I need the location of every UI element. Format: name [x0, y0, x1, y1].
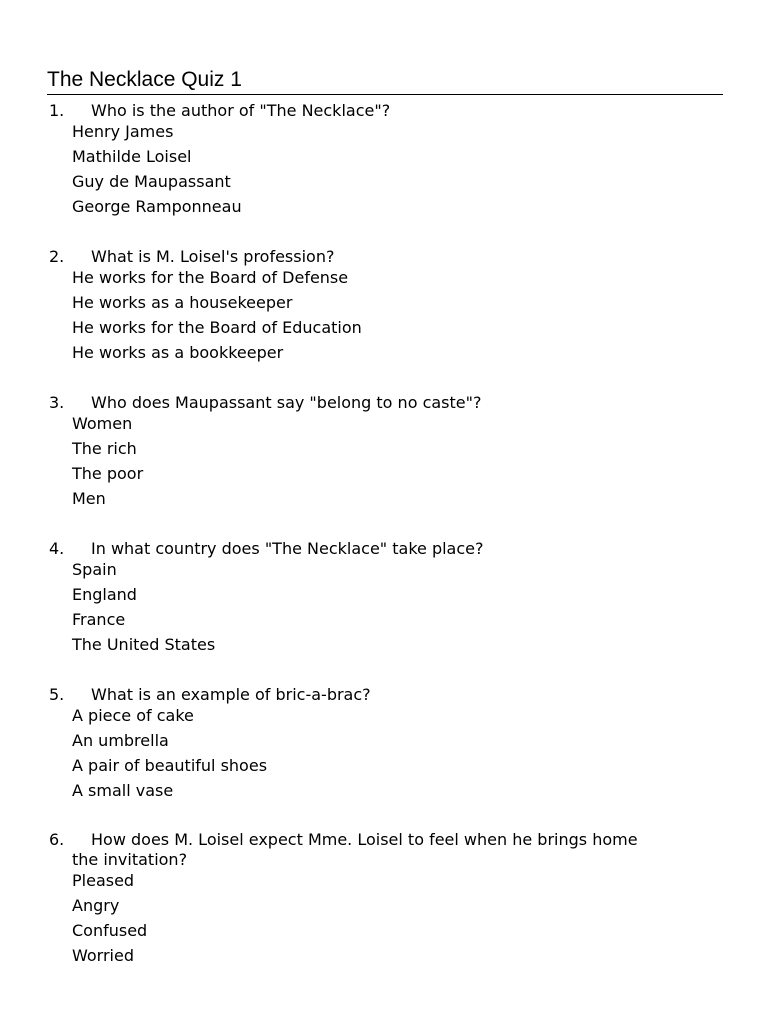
page-title: The Necklace Quiz 1	[47, 68, 242, 91]
question-number: 6.	[49, 830, 65, 849]
question-text: Who does Maupassant say "belong to no caste"?	[91, 393, 482, 412]
question-number: 1.	[49, 101, 65, 120]
answer-option: Spain	[72, 560, 117, 579]
answer-option: Henry James	[72, 122, 174, 141]
question-2	[49, 247, 729, 367]
answer-option: The rich	[72, 439, 137, 458]
question-text-continued: the invitation?	[72, 850, 188, 869]
question-number: 3.	[49, 393, 65, 412]
answer-option: An umbrella	[72, 731, 169, 750]
answer-option: France	[72, 610, 126, 629]
answer-option: Worried	[72, 946, 134, 965]
answer-option: A piece of cake	[72, 706, 194, 725]
answer-option: A small vase	[72, 781, 174, 800]
title-divider	[47, 94, 723, 95]
question-1	[49, 101, 729, 221]
question-text: Who is the author of "The Necklace"?	[91, 101, 391, 120]
answer-option: Men	[72, 489, 106, 508]
answer-option: The United States	[72, 635, 216, 654]
answer-option: A pair of beautiful shoes	[72, 756, 268, 775]
answer-option: Angry	[72, 896, 120, 915]
question-number: 4.	[49, 539, 65, 558]
answer-option: George Ramponneau	[72, 197, 242, 216]
answer-option: He works as a bookkeeper	[72, 343, 284, 362]
question-5	[49, 685, 729, 805]
question-text: What is M. Loisel's profession?	[91, 247, 335, 266]
question-6	[49, 830, 729, 970]
answer-option: He works for the Board of Defense	[72, 268, 349, 287]
answer-option: Guy de Maupassant	[72, 172, 231, 191]
answer-option: He works as a housekeeper	[72, 293, 293, 312]
question-text: What is an example of bric-a-brac?	[91, 685, 371, 704]
answer-list	[49, 413, 729, 513]
answer-list	[49, 267, 729, 367]
question-text: How does M. Loisel expect Mme. Loisel to feel when he brings home	[91, 830, 638, 849]
answer-list	[49, 559, 729, 659]
answer-option: Pleased	[72, 871, 135, 890]
answer-list	[49, 870, 729, 970]
answer-option: He works for the Board of Education	[72, 318, 362, 337]
answer-list	[49, 705, 729, 805]
question-number: 2.	[49, 247, 65, 266]
answer-option: The poor	[72, 464, 144, 483]
answer-option: Mathilde Loisel	[72, 147, 192, 166]
question-3	[49, 393, 729, 513]
question-text: In what country does "The Necklace" take place?	[91, 539, 484, 558]
answer-list	[49, 121, 729, 221]
question-4	[49, 539, 729, 659]
answer-option: Confused	[72, 921, 148, 940]
answer-option: England	[72, 585, 137, 604]
question-number: 5.	[49, 685, 65, 704]
answer-option: Women	[72, 414, 133, 433]
